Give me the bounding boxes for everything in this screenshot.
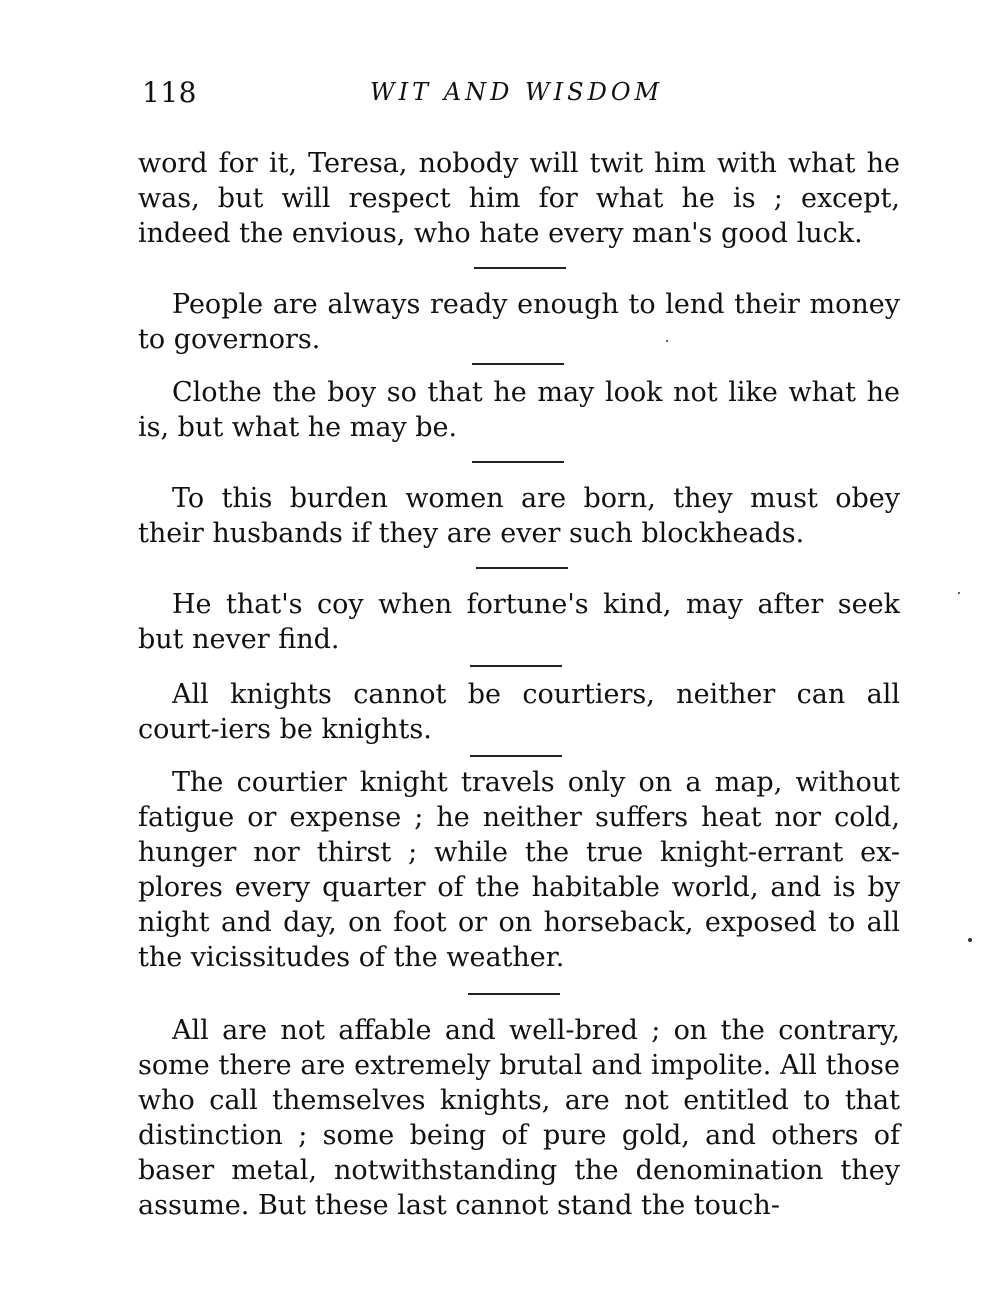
section-divider <box>472 363 564 365</box>
scan-speck <box>968 938 972 942</box>
scan-speck <box>958 592 960 594</box>
section-divider <box>474 267 566 269</box>
section-divider <box>468 993 560 995</box>
paragraph: People are always ready enough to lend their money to governors. <box>138 289 900 355</box>
body-text <box>138 146 900 1223</box>
running-title: WIT AND WISDOM <box>370 78 664 106</box>
page-header <box>140 76 900 116</box>
paragraph: All are not affable and well-bred ; on the contrary, some there are extremely brutal and impolite. All those who call themselves knights, are not entitled to that distinction ; some being of pure gold, and others of baser metal, notwithstanding the denomination they assume. But these last cannot stand the touch- <box>138 1015 900 1221</box>
paragraph: All knights cannot be courtiers, neither can all court-iers be knights. <box>138 679 900 745</box>
section-divider <box>472 461 564 463</box>
section-divider <box>476 567 568 569</box>
scan-speck <box>666 340 668 342</box>
paragraph: He that's coy when fortune's kind, may after seek but never find. <box>138 589 900 655</box>
section-divider <box>470 755 562 757</box>
page-number: 118 <box>142 76 197 109</box>
paragraph: To this burden women are born, they must obey their husbands if they are ever such blockheads. <box>138 483 900 549</box>
paragraph: The courtier knight travels only on a map, without fatigue or expense ; he neither suffers heat nor cold, hunger nor thirst ; while the true knight-errant ex-plores every quarter of the habitable world, and is by night and day, on foot or on horseback, exposed to all the vicissitudes of the weather. <box>138 767 900 973</box>
paragraph: Clothe the boy so that he may look not like what he is, but what he may be. <box>138 377 900 443</box>
section-divider <box>470 665 562 667</box>
paragraph-continuation: word for it, Teresa, nobody will twit him with what he was, but will respect him for what he is ; except, indeed the envious, who hate every man's good luck. <box>138 148 900 249</box>
